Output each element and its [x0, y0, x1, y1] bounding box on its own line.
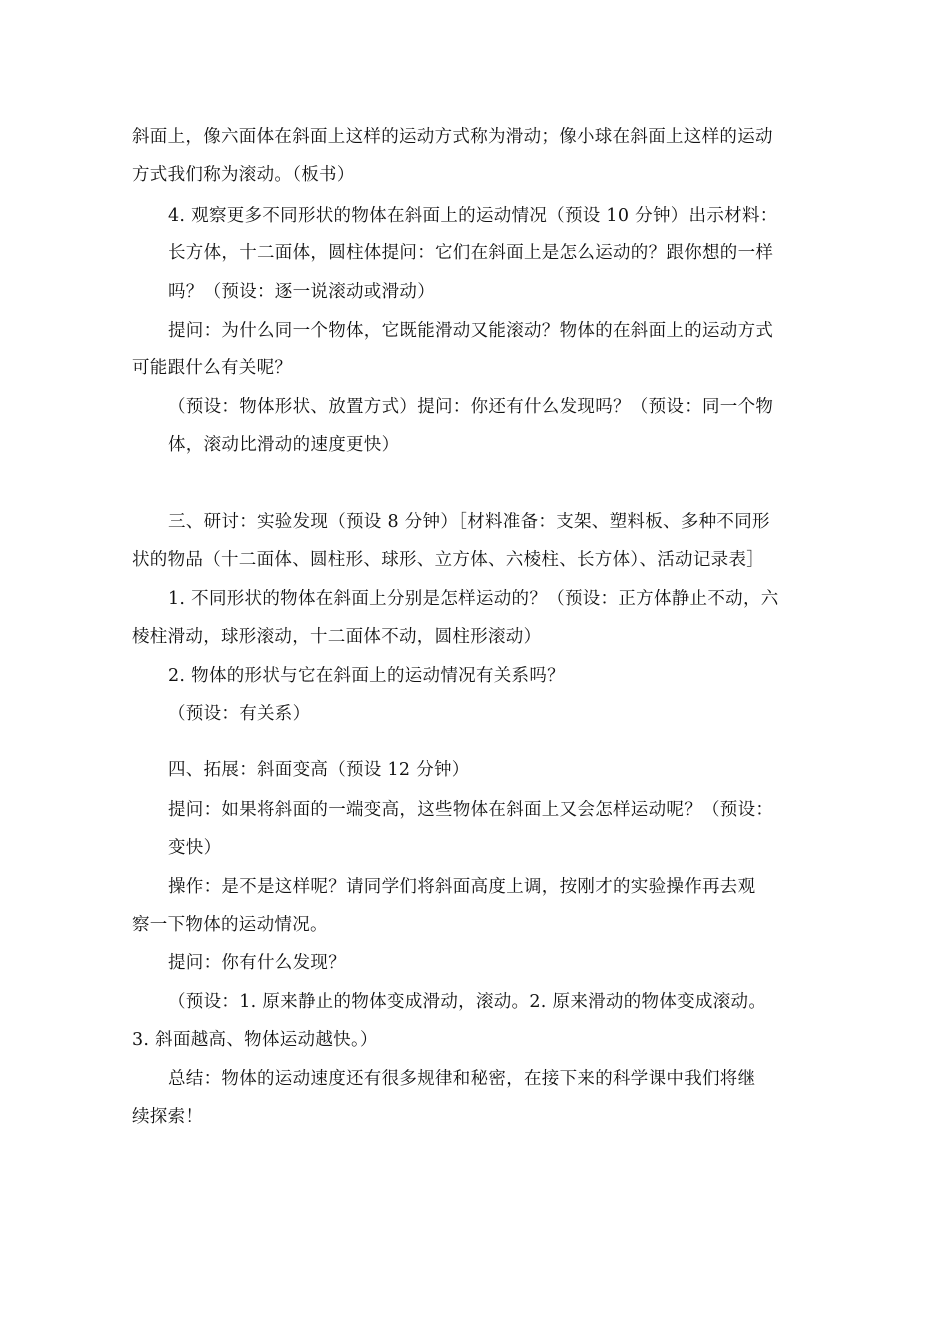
text-line: 可能跟什么有关呢？: [132, 358, 293, 378]
text-line: 提问：你有什么发现？: [168, 953, 346, 973]
text-line: 1. 不同形状的物体在斜面上分别是怎样运动的？（预设：正方体静止不动，六: [168, 589, 779, 609]
text-line: 变快）: [168, 838, 222, 858]
section-heading: 三、研讨：实验发现（预设 8 分钟）［材料准备：支架、塑料板、多种不同形: [168, 512, 770, 532]
text-line: 操作：是不是这样呢？请同学们将斜面高度上调，按刚才的实验操作再去观: [168, 877, 756, 897]
text-line: 长方体，十二面体，圆柱体提问：它们在斜面上是怎么运动的？跟你想的一样: [168, 243, 774, 263]
text-line: 提问：如果将斜面的一端变高，这些物体在斜面上又会怎样运动呢？（预设：: [168, 800, 774, 820]
text-line: 总结：物体的运动速度还有很多规律和秘密，在接下来的科学课中我们将继: [168, 1069, 756, 1089]
text-line: 3. 斜面越高、物体运动越快。）: [132, 1030, 378, 1050]
text-line: 2. 物体的形状与它在斜面上的运动情况有关系吗？: [168, 666, 565, 686]
text-line: 斜面上，像六面体在斜面上这样的运动方式称为滑动；像小球在斜面上这样的运动: [132, 127, 773, 147]
text-line: 方式我们称为滚动。（板书）: [132, 165, 355, 185]
text-line: 吗？（预设：逐一说滚动或滑动）: [168, 282, 435, 302]
text-line: 提问：为什么同一个物体，它既能滑动又能滚动？物体的在斜面上的运动方式: [168, 321, 774, 341]
text-line: 状的物品（十二面体、圆柱形、球形、立方体、六棱柱、长方体）、活动记录表］: [132, 550, 765, 570]
text-line: 棱柱滑动，球形滚动，十二面体不动，圆柱形滚动）: [132, 627, 542, 647]
text-line: 察一下物体的运动情况。: [132, 915, 328, 935]
text-line: （预设：1. 原来静止的物体变成滑动，滚动。2. 原来滑动的物体变成滚动。: [168, 992, 767, 1012]
text-line: （预设：物体形状、放置方式）提问：你还有什么发现吗？（预设：同一个物: [168, 397, 774, 417]
text-line: 4. 观察更多不同形状的物体在斜面上的运动情况（预设 10 分钟）出示材料：: [168, 206, 778, 226]
text-line: （预设：有关系）: [168, 704, 311, 724]
text-line: 体，滚动比滑动的速度更快）: [168, 435, 400, 455]
text-line: 续探索！: [132, 1107, 204, 1127]
section-heading: 四、拓展：斜面变高（预设 12 分钟）: [168, 760, 470, 780]
